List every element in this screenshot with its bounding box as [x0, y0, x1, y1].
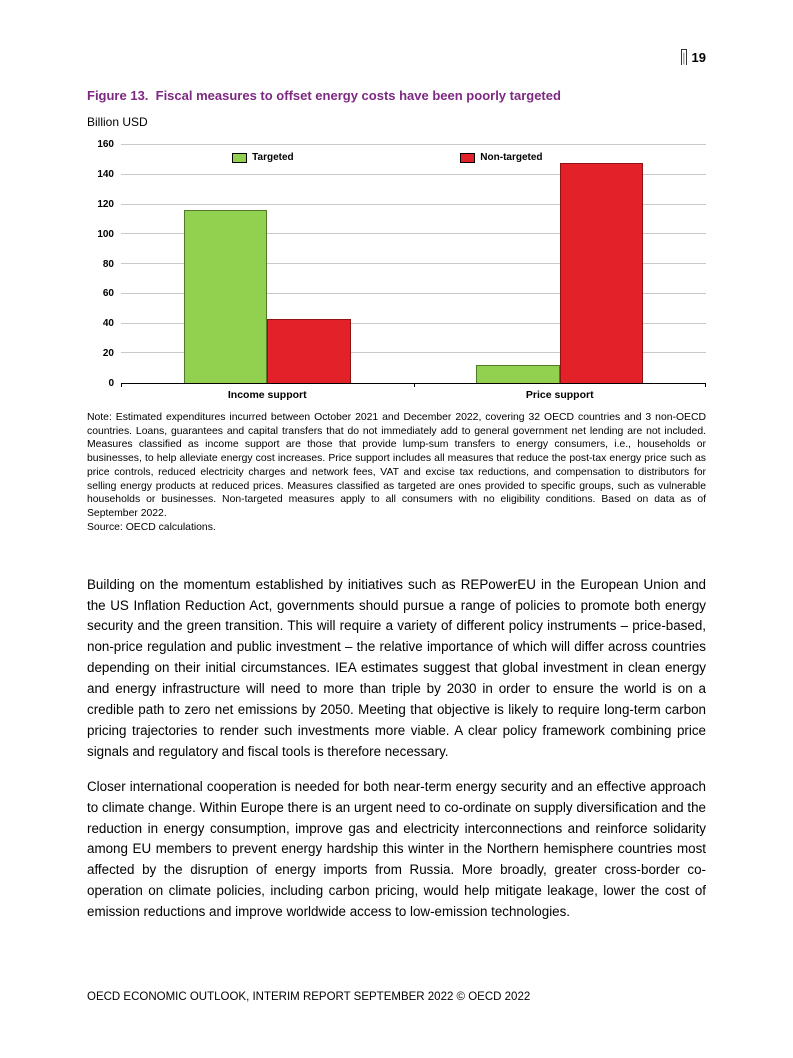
y-tick-label: 160 — [97, 139, 114, 150]
legend-swatch-non-targeted — [460, 153, 475, 163]
legend-swatch-targeted — [232, 153, 247, 163]
y-tick-label: 60 — [102, 288, 114, 300]
page-number-divider: | — [682, 50, 686, 65]
y-tick-label: 140 — [97, 168, 114, 180]
bar-group-price-support — [414, 145, 707, 383]
body-paragraph-1: Building on the momentum established by initiatives such as REPowerEU in the European Union and the US Inflation Reduction Act, governments should pursue a range of policies to promote both energy security and the green transition. This will require a variety of different policy instruments – price-based, non-price regulation and public investment – the relative importance of which will differ across countries depending on their initial circumstances. IEA estimates suggest that global investment in clean energy and energy infrastructure will need to more than triple by 2030 in order to ensure the world is on a credible path to zero net emissions by 2050. Meeting that objective is likely to require long-term carbon pricing trajectories to render such investments more viable. A clear policy framework combining price signals and regulatory and fiscal tools is therefore necessary. — [87, 576, 706, 759]
legend-label-non-targeted: Non-targeted — [480, 152, 543, 163]
y-axis — [87, 139, 121, 389]
figure-subtitle: Billion USD — [87, 115, 148, 129]
bar-targeted-price-support — [476, 365, 559, 383]
x-axis-labels — [121, 389, 706, 401]
page-number-value: 19 — [691, 50, 706, 65]
bar-group-income-support — [121, 145, 414, 383]
page-footer: OECD ECONOMIC OUTLOOK, INTERIM REPORT SEPTEMBER 2022 © OECD 2022 — [87, 991, 531, 1003]
bar-non-targeted-price-support — [560, 163, 643, 383]
y-tick-label: 0 — [108, 378, 114, 389]
legend-label-targeted: Targeted — [252, 152, 294, 163]
figure-title: Figure 13. Fiscal measures to offset energy costs have been poorly targeted — [87, 88, 561, 103]
x-label-income-support: Income support — [227, 389, 307, 401]
page-number — [681, 50, 706, 65]
legend-item-targeted — [232, 152, 294, 163]
bar-targeted-income-support — [184, 210, 267, 383]
figure-source: Source: OECD calculations. — [87, 521, 216, 533]
figure-13-chart — [87, 139, 706, 401]
body-paragraph-2: Closer international cooperation is needed for both near-term energy security and an effective approach to climate change. Within Europe there is an urgent need to co-ordinate on supply diversification and the reduction in energy consumption, improve gas and electricity interconnections and reinforce solidarity among EU members to prevent energy hardship this winter in the Northern hemisphere countries most affected by the disruption of energy imports from Russia. More broadly, greater cross-border co-operation on climate policies, including carbon pricing, would help mitigate leakage, lower the cost of emission reductions and improve worldwide access to low-emission technologies. — [87, 778, 706, 920]
chart-plot-area — [121, 145, 706, 384]
x-axis-tick — [414, 383, 415, 387]
y-tick-label: 80 — [102, 258, 114, 270]
y-tick-label: 40 — [102, 318, 114, 330]
figure-note: Note: Estimated expenditures incurred between October 2021 and December 2022, covering 32 OECD countries and 3 non-OECD countries. Loans, guarantees and capital transfers that do not immediately add to general government net lending are not included. Measures classified as income support are those that provide lump-sum transfers to energy consumers, i.e., households or businesses, to help alleviate energy cost increases. Price support includes all measures that reduce the post-tax energy price such as price controls, reduced electricity charges and network fees, VAT and excise tax reductions, and compensation to distributors for selling energy products at reduced prices. Measures classified as targeted are ones provided to specific groups, such as vulnerable households or businesses. Non-targeted measures apply to all consumers with no eligibility conditions. Based on data as of September 2022. — [87, 412, 706, 520]
y-tick-label: 120 — [97, 198, 114, 210]
chart-plot-row — [87, 139, 706, 389]
x-axis-tick — [705, 383, 706, 387]
legend-item-non-targeted — [460, 152, 542, 163]
y-tick-label: 100 — [97, 228, 114, 240]
y-tick-label: 20 — [102, 348, 114, 360]
body-text — [87, 575, 706, 924]
x-label-price-support: Price support — [525, 389, 594, 401]
bar-groups — [121, 145, 706, 383]
bar-non-targeted-income-support — [267, 319, 350, 383]
x-axis-tick — [121, 383, 122, 387]
